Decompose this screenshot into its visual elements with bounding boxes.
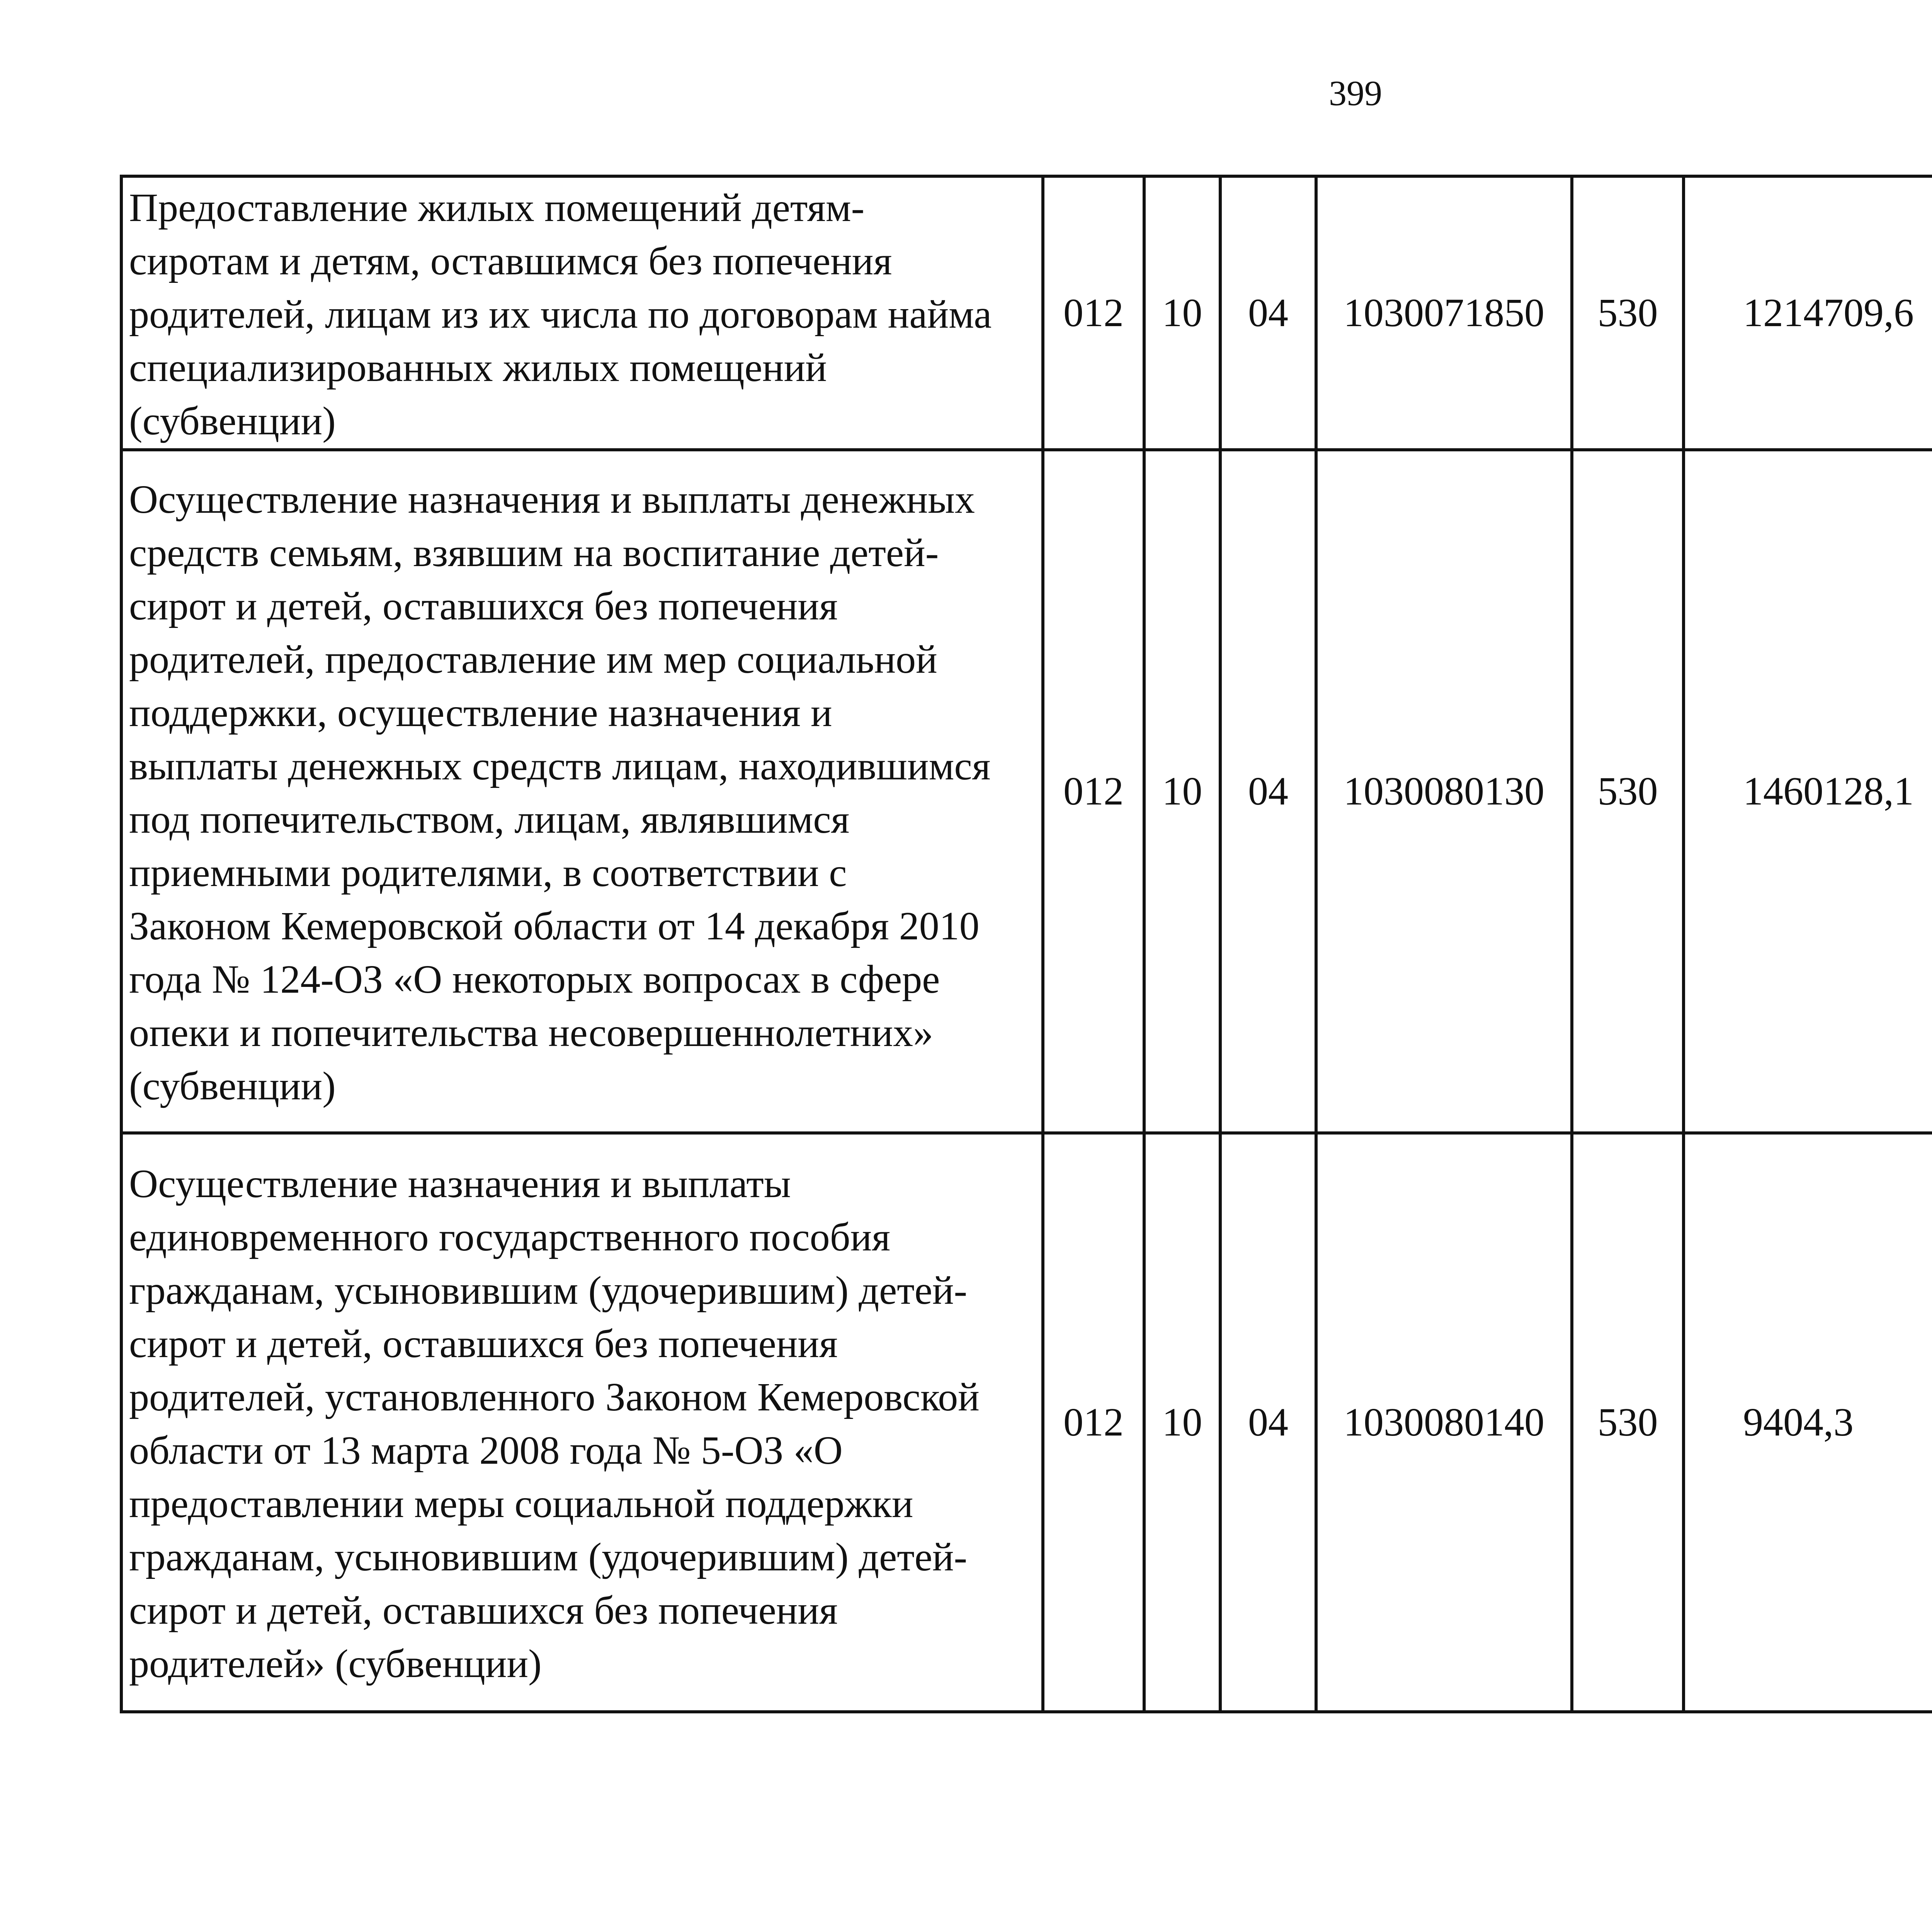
section-code-cell: 10	[1144, 1133, 1220, 1712]
expense-type-cell: 530	[1572, 1133, 1684, 1712]
description-line: сирот и детей, оставшихся без попечения	[129, 584, 838, 628]
description-cell	[121, 1133, 1043, 1712]
ministry-code-cell: 012	[1043, 1133, 1144, 1712]
description-line: Предоставление жилых помещений детям-	[129, 185, 865, 230]
description-line: года № 124-ОЗ «О некоторых вопросах в сфере	[129, 957, 940, 1002]
description-line: под попечительством, лицам, являвшимся	[129, 797, 850, 842]
target-article-cell: 1030080130	[1316, 450, 1572, 1133]
description-line: сирот и детей, оставшихся без попечения	[129, 1322, 838, 1366]
description-line: гражданам, усыновившим (удочерившим) детей-	[129, 1535, 968, 1579]
description-line: средств семьям, взявшим на воспитание детей-	[129, 531, 939, 575]
expense-type-cell: 530	[1572, 450, 1684, 1133]
description-cell	[121, 176, 1043, 450]
description-line: родителей, лицам из их числа по договорам найма	[129, 292, 992, 337]
section-code-cell: 10	[1144, 450, 1220, 1133]
amount-1-cell: 1460128,1	[1684, 450, 1932, 1133]
table-row	[121, 1133, 1932, 1712]
amount-1-cell: 1214709,6	[1684, 176, 1932, 450]
target-article-cell: 1030071850	[1316, 176, 1572, 450]
budget-table	[120, 175, 1932, 1713]
subsection-code-cell: 04	[1220, 1133, 1316, 1712]
ministry-code-cell: 012	[1043, 450, 1144, 1133]
description-line: (субвенции)	[129, 1064, 336, 1108]
page-number: 399	[1329, 73, 1382, 113]
expense-type-cell: 530	[1572, 176, 1684, 450]
description-line: Осуществление назначения и выплаты	[129, 1162, 791, 1206]
description-line: поддержки, осуществление назначения и	[129, 691, 832, 735]
description-line: выплаты денежных средств лицам, находившимся	[129, 744, 991, 788]
description-cell	[121, 450, 1043, 1133]
description-line: родителей, предоставление им мер социальной	[129, 637, 937, 682]
description-line: сирот и детей, оставшихся без попечения	[129, 1588, 838, 1633]
description-line: предоставлении меры социальной поддержки	[129, 1482, 913, 1526]
description-line: единовременного государственного пособия	[129, 1215, 891, 1259]
description-line: приемными родителями, в соответствии с	[129, 850, 847, 895]
description-line: сиротам и детям, оставшимся без попечения	[129, 239, 892, 283]
description-line: родителей, установленного Законом Кемеровской	[129, 1375, 980, 1419]
target-article-cell: 1030080140	[1316, 1133, 1572, 1712]
description-line: Осуществление назначения и выплаты денежных	[129, 477, 975, 522]
description-line: области от 13 марта 2008 года № 5-ОЗ «О	[129, 1428, 843, 1473]
description-line: (субвенции)	[129, 399, 336, 443]
description-line: Законом Кемеровской области от 14 декабря 2010	[129, 904, 980, 948]
table-row	[121, 176, 1932, 450]
table-row	[121, 450, 1932, 1133]
description-line: родителей» (субвенции)	[129, 1641, 542, 1686]
description-line: специализированных жилых помещений	[129, 345, 827, 390]
amount-1-cell: 9404,3	[1684, 1133, 1932, 1712]
description-line: гражданам, усыновившим (удочерившим) детей-	[129, 1268, 968, 1313]
subsection-code-cell: 04	[1220, 176, 1316, 450]
description-line: опеки и попечительства несовершеннолетних»	[129, 1010, 934, 1055]
ministry-code-cell: 012	[1043, 176, 1144, 450]
section-code-cell: 10	[1144, 176, 1220, 450]
subsection-code-cell: 04	[1220, 450, 1316, 1133]
